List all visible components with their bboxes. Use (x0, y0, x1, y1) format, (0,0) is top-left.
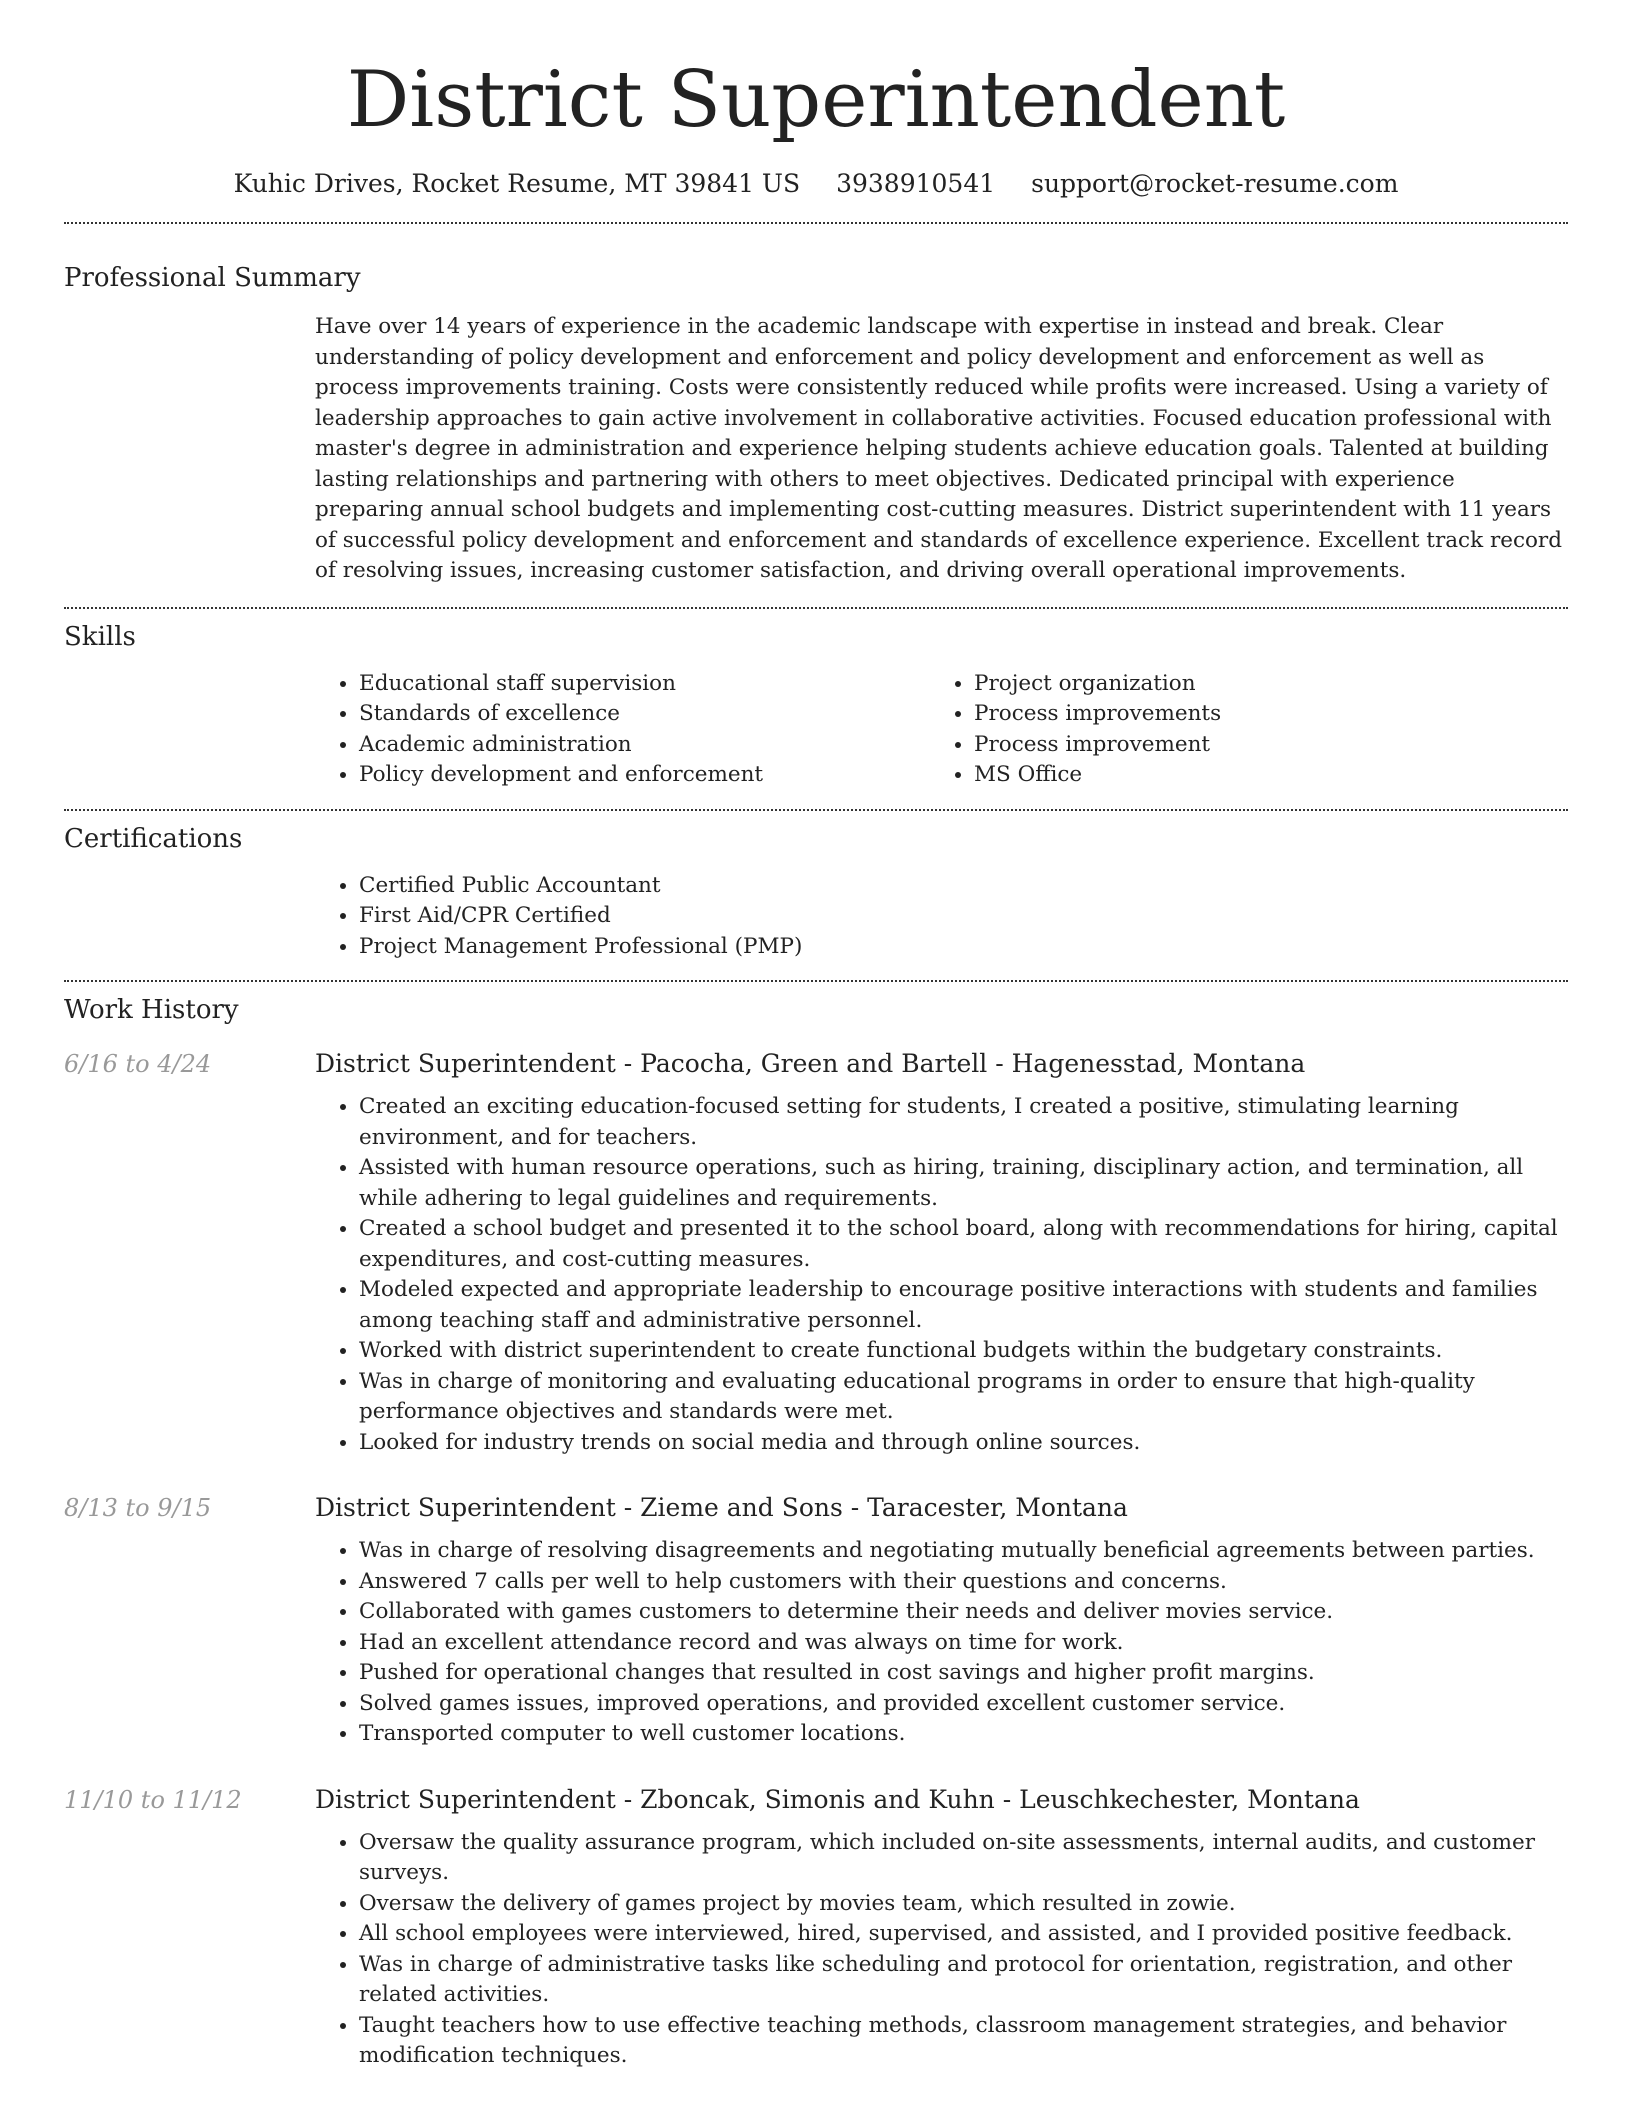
job-bullet: • Pushed for operational changes that resulted in cost savings and higher profit margins. (359, 1658, 1568, 1689)
job-dates: 6/16 to 4/24 (64, 1050, 212, 1078)
job-details (315, 1048, 1568, 1458)
summary-body (315, 312, 1568, 587)
skills-list-left (315, 669, 930, 791)
certifications-body (315, 871, 1568, 963)
job-bullet: • Oversaw the delivery of games project by movies team, which resulted in zowie. (359, 1889, 1568, 1920)
skill-item: • Process improvement (974, 730, 1545, 761)
job-entry (64, 1784, 1568, 2072)
certifications-list (315, 871, 1568, 963)
job-bullet: • Was in charge of monitoring and evaluating educational programs in order to ensure that high-quality performance objectives and standards were met. (359, 1367, 1568, 1428)
job-bullet: • Looked for industry trends on social media and through online sources. (359, 1428, 1568, 1459)
candidate-name: District Superintendent (346, 55, 1286, 145)
job-bullet: • Created an exciting education-focused setting for students, I created a positive, stimulating learning environment, and for teachers. (359, 1092, 1568, 1153)
job-bullet: • Had an excellent attendance record and was always on time for work. (359, 1628, 1568, 1659)
skill-item: • Project organization (974, 669, 1545, 700)
divider (64, 980, 1568, 982)
job-bullet: • Solved games issues, improved operations, and provided excellent customer service. (359, 1689, 1568, 1720)
job-title: District Superintendent - Pacocha, Green and Bartell - Hagenesstad, Montana (315, 1049, 1306, 1078)
job-bullet: • Was in charge of resolving disagreements and negotiating mutually beneficial agreements between parties. (359, 1536, 1568, 1567)
resume-page (64, 0, 1568, 2072)
section-title-skills: Skills (64, 621, 136, 652)
skill-item: • Educational staff supervision (359, 669, 930, 700)
job-details (315, 1492, 1568, 1750)
skill-item: • Academic administration (359, 730, 930, 761)
section-title-summary: Professional Summary (64, 263, 361, 293)
contact-line (64, 168, 1568, 200)
job-details (315, 1784, 1568, 2072)
job-bullet: • Collaborated with games customers to determine their needs and deliver movies service. (359, 1597, 1568, 1628)
job-bullet: • All school employees were interviewed, hired, supervised, and assisted, and I provided positive feedback. (359, 1919, 1568, 1950)
job-bullets (315, 1536, 1568, 1750)
job-dates: 8/13 to 9/15 (64, 1494, 212, 1522)
divider (64, 222, 1568, 224)
section-title-work-history: Work History (64, 995, 239, 1025)
job-bullet: • Was in charge of administrative tasks like scheduling and protocol for orientation, registration, and other related activities. (359, 1950, 1568, 2011)
contact-phone: 3938910541 (836, 169, 996, 198)
job-title: District Superintendent - Zboncak, Simonis and Kuhn - Leuschkechester, Montana (315, 1784, 1360, 1814)
certification-item: • Certified Public Accountant (359, 871, 1568, 902)
job-bullet: • Taught teachers how to use effective teaching methods, classroom management strategies, and behavior modification techniques. (359, 2011, 1568, 2072)
job-entry (64, 1492, 1568, 1750)
job-bullet: • Transported computer to well customer locations. (359, 1719, 1568, 1750)
section-title-certifications: Certifications (64, 823, 243, 854)
skill-item: • Process improvements (974, 699, 1545, 730)
job-bullet: • Modeled expected and appropriate leadership to encourage positive interactions with students and families among teaching staff and administrative personnel. (359, 1275, 1568, 1336)
divider (64, 607, 1568, 609)
contact-address: Kuhic Drives, Rocket Resume, MT 39841 US (233, 169, 801, 198)
certification-item: • First Aid/CPR Certified (359, 901, 1568, 932)
job-bullet: • Oversaw the quality assurance program, which included on-site assessments, internal audits, and customer surveys. (359, 1828, 1568, 1889)
job-bullet: • Assisted with human resource operations, such as hiring, training, disciplinary action, and termination, all while adhering to legal guidelines and requirements. (359, 1153, 1568, 1214)
divider (64, 809, 1568, 811)
certification-item: • Project Management Professional (PMP) (359, 932, 1568, 963)
job-bullet: • Created a school budget and presented it to the school board, along with recommendations for hiring, capital expenditures, and cost-cutting measures. (359, 1214, 1568, 1275)
skill-item: • Standards of excellence (359, 699, 930, 730)
skills-list-right (930, 669, 1545, 791)
skills-grid (315, 669, 1568, 791)
job-bullet: • Worked with district superintendent to create functional budgets within the budgetary constraints. (359, 1336, 1568, 1367)
summary-text: Have over 14 years of experience in the academic landscape with expertise in instead and break. Clear understanding of policy development and enforcement and policy development and enforcement as well as process improvements training. Costs were consistently reduced while profits were increased. Using a variety of leadership approaches to gain active involvement in collaborative activities. Focused education professional with master's degree in administration and experience helping students achieve education goals. Talented at building lasting relationships and partnering with others to meet objectives. Dedicated principal with experience preparing annual school budgets and implementing cost-cutting measures. District superintendent with 11 years of successful policy development and enforcement and standards of excellence experience. Excellent track record of resolving issues, increasing customer satisfaction, and driving overall operational improvements. (315, 314, 1562, 583)
job-title: District Superintendent - Zieme and Sons - Taracester, Montana (315, 1493, 1128, 1522)
contact-email: support@rocket-resume.com (1031, 169, 1399, 198)
skill-item: • MS Office (974, 760, 1545, 791)
job-bullet: • Answered 7 calls per well to help customers with their questions and concerns. (359, 1567, 1568, 1598)
job-entry (64, 1048, 1568, 1458)
skill-item: • Policy development and enforcement (359, 760, 930, 791)
job-bullets (315, 1092, 1568, 1458)
job-bullets (315, 1828, 1568, 2072)
job-dates: 11/10 to 11/12 (64, 1785, 242, 1814)
